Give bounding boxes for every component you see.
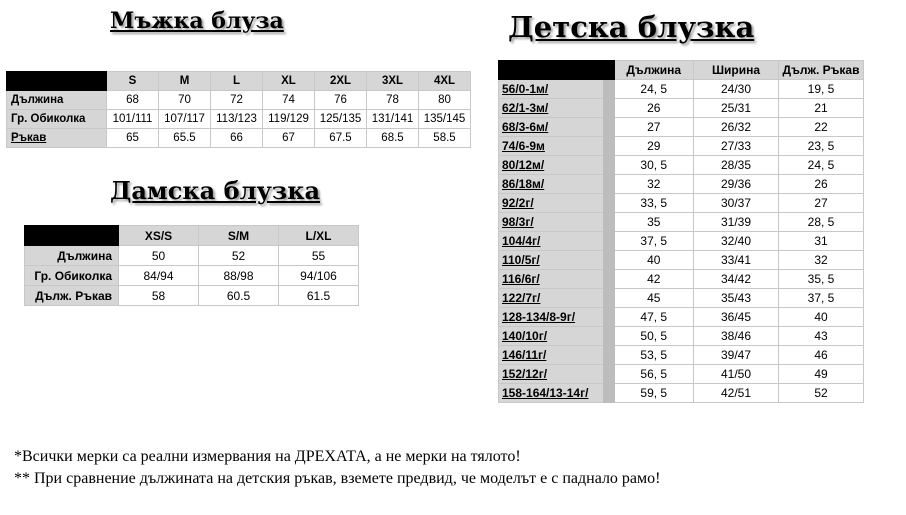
kids-table-row <box>499 156 864 175</box>
kids-cell: 37, 5 <box>609 232 694 251</box>
kids-cell: 27/33 <box>694 137 779 156</box>
kids-cell: 31 <box>779 232 864 251</box>
men-size-header: XL <box>263 72 315 91</box>
women-chest-row <box>25 266 359 286</box>
women-cell: 52 <box>199 246 279 266</box>
kids-cell: 53, 5 <box>609 346 694 365</box>
kids-cell: 40 <box>779 308 864 327</box>
men-row-label: Дължина <box>7 91 107 110</box>
kids-table-row <box>499 213 864 232</box>
kids-cell: 26/32 <box>694 118 779 137</box>
kids-size-label: 128-134/8-9г/ <box>499 308 609 327</box>
men-cell: 135/145 <box>419 110 471 129</box>
men-cell: 113/123 <box>211 110 263 129</box>
kids-cell: 23, 5 <box>779 137 864 156</box>
men-size-header: M <box>159 72 211 91</box>
women-row-label: Гр. Обиколка <box>25 266 119 286</box>
kids-cell: 32 <box>779 251 864 270</box>
men-cell: 80 <box>419 91 471 110</box>
men-header-row <box>7 72 471 91</box>
men-cell: 58.5 <box>419 129 471 148</box>
kids-cell: 19, 5 <box>779 80 864 99</box>
men-chest-row <box>7 110 471 129</box>
kids-column-header: Дължина <box>609 61 694 80</box>
kids-cell: 27 <box>609 118 694 137</box>
men-size-header: 2XL <box>315 72 367 91</box>
women-cell: 50 <box>119 246 199 266</box>
men-cell: 66 <box>211 129 263 148</box>
kids-cell: 24/30 <box>694 80 779 99</box>
kids-cell: 30/37 <box>694 194 779 213</box>
men-size-header: L <box>211 72 263 91</box>
kids-table-row <box>499 80 864 99</box>
kids-size-label: 80/12м/ <box>499 156 609 175</box>
kids-shirt-title: Детска блузка <box>508 10 755 44</box>
kids-cell: 43 <box>779 327 864 346</box>
kids-table-row <box>499 194 864 213</box>
women-length-row <box>25 246 359 266</box>
men-size-header: 4XL <box>419 72 471 91</box>
kids-cell: 33, 5 <box>609 194 694 213</box>
men-cell: 125/135 <box>315 110 367 129</box>
men-cell: 101/111 <box>107 110 159 129</box>
kids-size-label: 62/1-3м/ <box>499 99 609 118</box>
men-corner-cell <box>7 72 107 91</box>
kids-size-table <box>498 60 864 403</box>
women-sleeve-row <box>25 286 359 306</box>
kids-size-label: 116/6г/ <box>499 270 609 289</box>
kids-cell: 30, 5 <box>609 156 694 175</box>
men-cell: 131/141 <box>367 110 419 129</box>
men-cell: 76 <box>315 91 367 110</box>
kids-size-label: 56/0-1м/ <box>499 80 609 99</box>
kids-cell: 38/46 <box>694 327 779 346</box>
kids-cell: 45 <box>609 289 694 308</box>
men-cell: 65 <box>107 129 159 148</box>
kids-size-label: 104/4г/ <box>499 232 609 251</box>
notes <box>14 446 660 490</box>
kids-cell: 29/36 <box>694 175 779 194</box>
kids-cell: 28/35 <box>694 156 779 175</box>
kids-table-row <box>499 270 864 289</box>
kids-size-label: 158-164/13-14г/ <box>499 384 609 403</box>
women-cell: 88/98 <box>199 266 279 286</box>
kids-cell: 42 <box>609 270 694 289</box>
kids-table-row <box>499 137 864 156</box>
kids-cell: 36/45 <box>694 308 779 327</box>
women-shirt-title: Дамска блузка <box>110 176 321 205</box>
kids-cell: 29 <box>609 137 694 156</box>
kids-cell: 56, 5 <box>609 365 694 384</box>
kids-cell: 42/51 <box>694 384 779 403</box>
kids-table-row <box>499 175 864 194</box>
kids-cell: 49 <box>779 365 864 384</box>
kids-cell: 24, 5 <box>779 156 864 175</box>
kids-cell: 26 <box>779 175 864 194</box>
kids-table-row <box>499 365 864 384</box>
kids-size-label: 74/6-9м <box>499 137 609 156</box>
kids-table-row <box>499 289 864 308</box>
note-dropped-shoulder: ** При сравнение дължината на детския ръкав, вземете предвид, че моделът е с паднало рамо! <box>14 470 661 487</box>
kids-size-label: 68/3-6м/ <box>499 118 609 137</box>
kids-corner-cell <box>499 61 609 80</box>
men-cell: 107/117 <box>159 110 211 129</box>
kids-size-label: 92/2г/ <box>499 194 609 213</box>
kids-cell: 52 <box>779 384 864 403</box>
women-cell: 58 <box>119 286 199 306</box>
men-size-header: 3XL <box>367 72 419 91</box>
kids-cell: 59, 5 <box>609 384 694 403</box>
men-length-row <box>7 91 471 110</box>
men-cell: 68 <box>107 91 159 110</box>
kids-table-row <box>499 308 864 327</box>
kids-size-label: 140/10г/ <box>499 327 609 346</box>
women-header-row <box>25 226 359 246</box>
note-real-measurements: *Всички мерки са реални измервания на ДРЕХАТА, а не мерки на тялото! <box>14 448 521 465</box>
kids-size-label: 152/12г/ <box>499 365 609 384</box>
kids-cell: 47, 5 <box>609 308 694 327</box>
kids-cell: 34/42 <box>694 270 779 289</box>
kids-cell: 39/47 <box>694 346 779 365</box>
men-row-label: Ръкав <box>7 129 107 148</box>
kids-cell: 40 <box>609 251 694 270</box>
women-size-header: L/XL <box>279 226 359 246</box>
kids-size-label: 110/5г/ <box>499 251 609 270</box>
kids-cell: 32 <box>609 175 694 194</box>
kids-size-label: 86/18м/ <box>499 175 609 194</box>
men-cell: 74 <box>263 91 315 110</box>
kids-cell: 37, 5 <box>779 289 864 308</box>
kids-cell: 33/41 <box>694 251 779 270</box>
kids-cell: 26 <box>609 99 694 118</box>
kids-table-row <box>499 346 864 365</box>
kids-table-row <box>499 99 864 118</box>
men-cell: 65.5 <box>159 129 211 148</box>
kids-cell: 35, 5 <box>779 270 864 289</box>
kids-column-header: Ширина <box>694 61 779 80</box>
kids-column-header: Дълж. Ръкав <box>779 61 864 80</box>
men-size-table <box>6 71 471 148</box>
kids-table-row <box>499 384 864 403</box>
men-row-label: Гр. Обиколка <box>7 110 107 129</box>
kids-size-label: 122/7г/ <box>499 289 609 308</box>
women-size-header: S/M <box>199 226 279 246</box>
men-sleeve-row <box>7 129 471 148</box>
women-cell: 94/106 <box>279 266 359 286</box>
kids-table-row <box>499 118 864 137</box>
kids-cell: 21 <box>779 99 864 118</box>
men-size-header: S <box>107 72 159 91</box>
men-cell: 67 <box>263 129 315 148</box>
kids-header-row <box>499 61 864 80</box>
men-cell: 78 <box>367 91 419 110</box>
women-row-label: Дължина <box>25 246 119 266</box>
women-cell: 55 <box>279 246 359 266</box>
women-cell: 60.5 <box>199 286 279 306</box>
kids-cell: 22 <box>779 118 864 137</box>
kids-cell: 35 <box>609 213 694 232</box>
kids-cell: 46 <box>779 346 864 365</box>
kids-table-row <box>499 232 864 251</box>
women-corner-cell <box>25 226 119 246</box>
kids-cell: 24, 5 <box>609 80 694 99</box>
men-cell: 70 <box>159 91 211 110</box>
kids-cell: 31/39 <box>694 213 779 232</box>
kids-cell: 35/43 <box>694 289 779 308</box>
women-size-header: XS/S <box>119 226 199 246</box>
men-cell: 67.5 <box>315 129 367 148</box>
women-cell: 84/94 <box>119 266 199 286</box>
men-cell: 119/129 <box>263 110 315 129</box>
men-shirt-title: Мъжка блуза <box>110 8 284 34</box>
kids-size-label: 146/11г/ <box>499 346 609 365</box>
kids-cell: 32/40 <box>694 232 779 251</box>
kids-cell: 28, 5 <box>779 213 864 232</box>
men-cell: 68.5 <box>367 129 419 148</box>
kids-table-row <box>499 327 864 346</box>
kids-cell: 25/31 <box>694 99 779 118</box>
kids-cell: 27 <box>779 194 864 213</box>
kids-cell: 50, 5 <box>609 327 694 346</box>
kids-cell: 41/50 <box>694 365 779 384</box>
kids-size-label: 98/3г/ <box>499 213 609 232</box>
men-cell: 72 <box>211 91 263 110</box>
kids-table-row <box>499 251 864 270</box>
women-cell: 61.5 <box>279 286 359 306</box>
women-size-table <box>24 225 359 306</box>
women-row-label: Дълж. Ръкав <box>25 286 119 306</box>
